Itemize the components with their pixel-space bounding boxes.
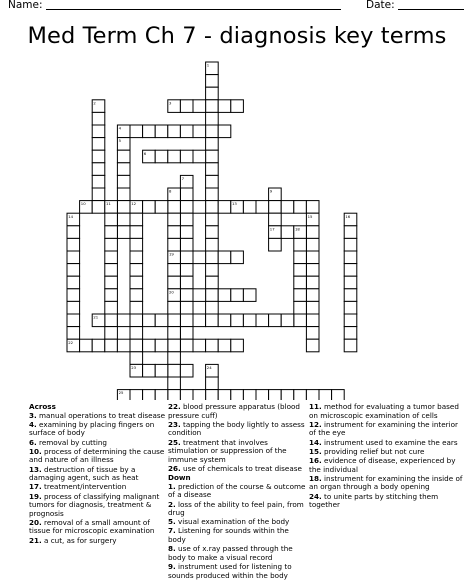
crossword-cell[interactable] (344, 314, 357, 327)
cell-number: 2 (93, 100, 96, 106)
clue-text: process of classifying malignant tumors for diagnosis, treatment & prognosis (29, 491, 160, 518)
crossword-cell[interactable] (206, 251, 219, 264)
crossword-cell[interactable] (180, 390, 193, 400)
crossword-cell[interactable] (206, 138, 219, 151)
crossword-cell[interactable] (180, 301, 193, 314)
crossword-cell[interactable] (243, 390, 256, 400)
down-clue (168, 545, 306, 562)
crossword-cell[interactable] (294, 201, 307, 214)
clue-text: instrument for examining the interior of the eye (309, 419, 458, 438)
crossword-cell[interactable] (105, 226, 118, 239)
crossword-cell[interactable] (180, 213, 193, 226)
crossword-cell[interactable] (269, 201, 282, 214)
crossword-cell[interactable] (294, 301, 307, 314)
cell-number: 17 (269, 226, 275, 232)
clue-number: 13. (29, 464, 42, 474)
crossword-cell[interactable] (206, 377, 219, 390)
crossword-cell[interactable] (231, 100, 244, 113)
crossword-cell[interactable] (67, 276, 80, 289)
clue-number: 2. (168, 499, 176, 509)
crossword-cell[interactable] (281, 201, 294, 214)
crossword-cell[interactable] (306, 238, 319, 251)
down-clue (309, 403, 467, 420)
cell-number: 10 (80, 201, 86, 207)
crossword-cell[interactable] (180, 364, 193, 377)
crossword-cell[interactable] (344, 289, 357, 302)
crossword-cell[interactable] (344, 276, 357, 289)
crossword-cell[interactable] (180, 226, 193, 239)
crossword-cell[interactable] (67, 238, 80, 251)
crossword-cell[interactable] (168, 339, 181, 352)
crossword-cell[interactable] (117, 339, 130, 352)
down-clues-col3 (309, 403, 467, 510)
across-clue (29, 421, 169, 438)
clue-number: 10. (29, 446, 42, 456)
crossword-cell[interactable] (130, 226, 143, 239)
crossword-cell[interactable] (231, 339, 244, 352)
clue-number: 24. (309, 491, 322, 501)
crossword-cell[interactable] (105, 327, 118, 340)
crossword-cell[interactable] (269, 314, 282, 327)
crossword-cell[interactable] (67, 251, 80, 264)
crossword-cell[interactable] (294, 251, 307, 264)
crossword-cell[interactable] (206, 238, 219, 251)
crossword-cell[interactable] (193, 100, 206, 113)
crossword-cell[interactable] (231, 289, 244, 302)
crossword-cell[interactable] (92, 201, 105, 214)
crossword-cell[interactable] (105, 339, 118, 352)
crossword-cell[interactable] (206, 339, 219, 352)
down-clue (309, 493, 467, 510)
crossword-cell[interactable] (344, 301, 357, 314)
crossword-cell[interactable] (306, 251, 319, 264)
across-clue (29, 537, 169, 546)
crossword-cell[interactable] (92, 125, 105, 138)
crossword-cell[interactable] (332, 390, 345, 400)
cell-number: 19 (169, 251, 174, 257)
crossword-cell[interactable] (130, 327, 143, 340)
crossword-cell[interactable] (180, 264, 193, 277)
clue-text: to unite parts by stitching them together (309, 491, 439, 510)
down-clue (309, 457, 467, 474)
crossword-cell[interactable] (243, 201, 256, 214)
crossword-cell[interactable] (243, 314, 256, 327)
crossword-cell[interactable] (306, 289, 319, 302)
clue-text: evidence of disease, experienced by the individual (309, 455, 456, 474)
clue-text: blood pressure apparatus (blood pressure cuff) (168, 402, 300, 420)
crossword-cell[interactable] (231, 251, 244, 264)
crossword-cell[interactable] (130, 390, 143, 400)
across-clue (29, 448, 169, 465)
across-clue (168, 439, 306, 465)
crossword-cell[interactable] (117, 314, 130, 327)
crossword-cell[interactable] (168, 125, 181, 138)
cell-number: 18 (295, 226, 300, 232)
crossword-cell[interactable] (67, 226, 80, 239)
crossword-cell[interactable] (344, 238, 357, 251)
clue-text: instrument for examining the inside of an organ through a body opening (309, 473, 463, 492)
clue-text: manual operations to treat disease (36, 410, 166, 420)
crossword-cell[interactable] (168, 201, 181, 214)
crossword-cell[interactable] (344, 251, 357, 264)
crossword-cell[interactable] (180, 276, 193, 289)
crossword-cell[interactable] (206, 125, 219, 138)
page-title: Med Term Ch 7 - diagnosis key terms (27, 23, 447, 49)
crossword-cell[interactable] (105, 289, 118, 302)
clue-number: 18. (309, 473, 322, 483)
crossword-cell[interactable] (143, 390, 156, 400)
crossword-cell[interactable] (105, 213, 118, 226)
crossword-cell[interactable] (218, 251, 231, 264)
crossword-cell[interactable] (206, 213, 219, 226)
crossword-cell[interactable] (344, 339, 357, 352)
crossword-cell[interactable] (143, 339, 156, 352)
crossword-cell[interactable] (206, 390, 219, 400)
crossword-cell[interactable] (130, 264, 143, 277)
crossword-cell[interactable] (180, 201, 193, 214)
crossword-cell[interactable] (168, 364, 181, 377)
crossword-cell[interactable] (105, 251, 118, 264)
clue-text: destruction of tissue by a damaging agent, such as heat (29, 464, 139, 483)
clue-text: use of x.ray passed through the body to make a visual record (168, 544, 293, 562)
crossword-cell[interactable] (168, 276, 181, 289)
clue-number: 26. (168, 463, 181, 473)
cell-number: 5 (118, 138, 122, 144)
crossword-cell[interactable] (117, 150, 130, 163)
crossword-cell[interactable] (206, 301, 219, 314)
crossword-cell[interactable] (306, 264, 319, 277)
crossword-cell[interactable] (193, 390, 206, 400)
cell-number: 22 (68, 339, 74, 345)
clue-number: 21. (29, 535, 42, 545)
crossword-cell[interactable] (67, 264, 80, 277)
across-clues-col1 (29, 403, 169, 546)
clue-number: 19. (29, 491, 42, 501)
crossword-cell[interactable] (80, 339, 93, 352)
crossword-cell[interactable] (130, 276, 143, 289)
crossword-cell[interactable] (294, 314, 307, 327)
crossword-cell[interactable] (206, 112, 219, 125)
crossword-cell[interactable] (269, 238, 282, 251)
clue-text: providing relief but not cure (321, 446, 425, 456)
crossword-cell[interactable] (168, 238, 181, 251)
clue-text: treatment that involves stimulation or suppression of the immune system (168, 437, 287, 464)
crossword-cell[interactable] (92, 188, 105, 201)
crossword-cell[interactable] (344, 264, 357, 277)
clue-number: 1. (168, 481, 176, 491)
clue-text: removal by cutting (36, 437, 107, 447)
crossword-cell[interactable] (193, 125, 206, 138)
crossword-cell[interactable] (294, 264, 307, 277)
crossword-cell[interactable] (269, 390, 282, 400)
crossword-cell[interactable] (218, 314, 231, 327)
crossword-cell[interactable] (294, 390, 307, 400)
crossword-cell[interactable] (130, 339, 143, 352)
crossword-cell[interactable] (231, 314, 244, 327)
crossword-cell[interactable] (206, 226, 219, 239)
crossword-cell[interactable] (117, 226, 130, 239)
clue-text: Listening for sounds within the body (168, 526, 289, 545)
clue-number: 7. (168, 526, 176, 536)
crossword-cell[interactable] (92, 163, 105, 176)
crossword-cell[interactable] (180, 125, 193, 138)
crossword-cell[interactable] (117, 213, 130, 226)
crossword-cell[interactable] (67, 327, 80, 340)
crossword-cell[interactable] (306, 327, 319, 340)
crossword-cell[interactable] (206, 87, 219, 100)
cell-number: 1 (206, 62, 210, 68)
crossword-cell[interactable] (294, 238, 307, 251)
cell-number: 21 (93, 314, 99, 320)
crossword-cell[interactable] (143, 364, 156, 377)
crossword-cell[interactable] (294, 276, 307, 289)
cell-number: 4 (118, 125, 122, 131)
cell-number: 16 (345, 213, 351, 219)
clue-text: removal of a small amount of tissue for microscopic examination (29, 517, 155, 536)
crossword-cell[interactable] (243, 289, 256, 302)
cell-number: 23 (131, 365, 137, 370)
crossword-cell[interactable] (344, 226, 357, 239)
crossword-cell[interactable] (206, 150, 219, 163)
crossword-cell[interactable] (105, 264, 118, 277)
crossword-cell[interactable] (130, 238, 143, 251)
crossword-cell[interactable] (256, 390, 269, 400)
crossword-cell[interactable] (193, 314, 206, 327)
crossword-cell[interactable] (256, 201, 269, 214)
down-clue (309, 421, 467, 438)
down-clue (168, 501, 306, 518)
clue-number: 25. (168, 437, 181, 447)
crossword-cell[interactable] (155, 201, 168, 214)
cell-number: 3 (169, 100, 172, 106)
crossword-cell[interactable] (218, 339, 231, 352)
cell-number: 6 (143, 150, 147, 156)
clue-number: 6. (29, 437, 37, 447)
across-clue (29, 519, 169, 536)
crossword-cell[interactable] (180, 339, 193, 352)
crossword-cell[interactable] (180, 238, 193, 251)
clue-number: 15. (309, 446, 322, 456)
down-clue (168, 483, 306, 500)
crossword-cell[interactable] (294, 289, 307, 302)
crossword-cell[interactable] (92, 339, 105, 352)
clue-text: use of chemicals to treat disease (180, 463, 302, 473)
crossword-cell[interactable] (168, 150, 181, 163)
clue-text: prediction of the course & outcome of a disease (168, 481, 306, 500)
clue-number: 5. (168, 517, 176, 527)
crossword-cell[interactable] (168, 301, 181, 314)
crossword-cell[interactable] (319, 390, 332, 400)
crossword-cell[interactable] (306, 339, 319, 352)
crossword-cell[interactable] (117, 175, 130, 188)
cell-number: 9 (269, 188, 273, 194)
crossword-cell[interactable] (168, 352, 181, 365)
crossword-cell[interactable] (67, 289, 80, 302)
crossword-cell[interactable] (143, 125, 156, 138)
crossword-cell[interactable] (218, 390, 231, 400)
crossword-cell[interactable] (206, 264, 219, 277)
crossword-cell[interactable] (130, 125, 143, 138)
clue-text: instrument used for listening to sounds produced within the body (168, 562, 292, 580)
clue-number: 4. (29, 419, 37, 429)
crossword-cell[interactable] (306, 226, 319, 239)
crossword-cell[interactable] (344, 327, 357, 340)
crossword-cell[interactable] (130, 314, 143, 327)
crossword-cell[interactable] (155, 125, 168, 138)
crossword-cell[interactable] (218, 201, 231, 214)
crossword-cell[interactable] (117, 188, 130, 201)
crossword-cell[interactable] (180, 327, 193, 340)
name-label: Name: (8, 0, 43, 11)
clue-number: 16. (309, 455, 322, 465)
across-clue (29, 466, 169, 483)
crossword-cell[interactable] (168, 390, 181, 400)
crossword-cell[interactable] (206, 100, 219, 113)
crossword-cell[interactable] (105, 238, 118, 251)
crossword-cell[interactable] (67, 301, 80, 314)
crossword-cell[interactable] (117, 201, 130, 214)
crossword-cell[interactable] (206, 175, 219, 188)
crossword-cell[interactable] (105, 276, 118, 289)
crossword-cell[interactable] (231, 390, 244, 400)
across-heading: Across (29, 402, 56, 411)
crossword-cell[interactable] (306, 314, 319, 327)
crossword-cell[interactable] (155, 314, 168, 327)
crossword-cell[interactable] (206, 314, 219, 327)
crossword-cell[interactable] (193, 150, 206, 163)
crossword-cell[interactable] (218, 125, 231, 138)
crossword-cell[interactable] (92, 112, 105, 125)
down-clue (168, 563, 306, 580)
crossword-cell[interactable] (180, 150, 193, 163)
crossword-cell[interactable] (180, 188, 193, 201)
crossword-cell[interactable] (67, 314, 80, 327)
cell-number: 7 (181, 176, 185, 181)
crossword-cell[interactable] (155, 364, 168, 377)
clue-number: 17. (29, 482, 42, 492)
crossword-cell[interactable] (281, 314, 294, 327)
crossword-cell[interactable] (130, 352, 143, 365)
crossword-cell[interactable] (155, 390, 168, 400)
crossword-cell[interactable] (180, 251, 193, 264)
crossword-cell[interactable] (193, 201, 206, 214)
crossword-cell[interactable] (92, 138, 105, 151)
crossword-cell[interactable] (281, 226, 294, 239)
crossword-cell[interactable] (130, 251, 143, 264)
crossword-cell[interactable] (281, 390, 294, 400)
crossword-cell[interactable] (193, 339, 206, 352)
cell-number: 13 (232, 201, 237, 207)
across-clue (168, 403, 306, 420)
crossword-cell[interactable] (168, 213, 181, 226)
clue-number: 12. (309, 419, 322, 429)
clue-text: treatment/intervention (41, 482, 127, 492)
crossword-cell[interactable] (180, 314, 193, 327)
crossword-cell[interactable] (256, 314, 269, 327)
crossword-cell[interactable] (269, 213, 282, 226)
crossword-cell[interactable] (130, 301, 143, 314)
crossword-cell[interactable] (92, 175, 105, 188)
down-clue (309, 475, 467, 492)
crossword-cell[interactable] (306, 301, 319, 314)
crossword-cell[interactable] (155, 150, 168, 163)
crossword-cell[interactable] (218, 100, 231, 113)
cell-number: 24 (206, 365, 212, 370)
clue-number: 14. (309, 437, 322, 447)
cell-number: 8 (169, 188, 172, 194)
crossword-cell[interactable] (92, 150, 105, 163)
crossword-cell[interactable] (180, 289, 193, 302)
down-clue (168, 527, 306, 544)
clue-text: examining by placing fingers on surface of body (29, 419, 155, 438)
date-label: Date: (366, 0, 395, 11)
clue-number: 23. (168, 419, 181, 429)
crossword-cell[interactable] (143, 314, 156, 327)
crossword-cell[interactable] (105, 301, 118, 314)
clue-number: 20. (29, 517, 42, 527)
crossword-cell[interactable] (130, 213, 143, 226)
crossword-cell[interactable] (306, 390, 319, 400)
across-clue (29, 493, 169, 519)
cell-number: 11 (106, 201, 111, 207)
crossword-cell[interactable] (180, 100, 193, 113)
crossword-cell[interactable] (168, 226, 181, 239)
crossword-cell[interactable] (218, 289, 231, 302)
crossword-cell[interactable] (206, 201, 219, 214)
clue-number: 9. (168, 562, 176, 572)
crossword-cell[interactable] (306, 201, 319, 214)
crossword-cell[interactable] (206, 75, 219, 88)
cell-number: 20 (169, 289, 174, 295)
crossword-cell[interactable] (168, 264, 181, 277)
crossword-cell[interactable] (117, 163, 130, 176)
crossword-cell[interactable] (168, 314, 181, 327)
clue-number: 22. (168, 402, 181, 411)
clue-number: 3. (29, 410, 37, 420)
clue-text: tapping the body lightly to assess condition (168, 419, 305, 438)
clue-text: a cut, as for surgery (41, 535, 117, 545)
crossword-cell[interactable] (306, 276, 319, 289)
clue-number: 11. (309, 402, 322, 411)
clue-number: 8. (168, 544, 176, 554)
clue-text: instrument used to examine the ears (321, 437, 458, 447)
clue-text: method for evaluating a tumor based on microscopic examination of cells (309, 402, 459, 420)
across-clue (168, 421, 306, 438)
cell-number: 14 (68, 213, 74, 219)
crossword-cell[interactable] (206, 163, 219, 176)
crossword-cell[interactable] (206, 289, 219, 302)
crossword-cell[interactable] (130, 289, 143, 302)
crossword-cell[interactable] (168, 377, 181, 390)
crossword-cell[interactable] (155, 339, 168, 352)
clue-text: process of determining the cause and nature of an illness (29, 446, 165, 465)
clue-text: visual examination of the body (175, 517, 290, 527)
crossword-cell[interactable] (206, 188, 219, 201)
clue-text: loss of the ability to feel pain, from drug (168, 499, 304, 518)
crossword-cell[interactable] (206, 276, 219, 289)
crossword-cell[interactable] (193, 251, 206, 264)
crossword-cell[interactable] (168, 327, 181, 340)
crossword-cell[interactable] (105, 314, 118, 327)
across-clues-col2 (168, 403, 306, 581)
crossword-cell[interactable] (143, 201, 156, 214)
cell-number: 25 (118, 390, 124, 396)
down-heading: Down (168, 473, 191, 483)
crossword-cell[interactable] (193, 289, 206, 302)
cell-number: 12 (131, 201, 137, 207)
cell-number: 15 (307, 213, 313, 219)
